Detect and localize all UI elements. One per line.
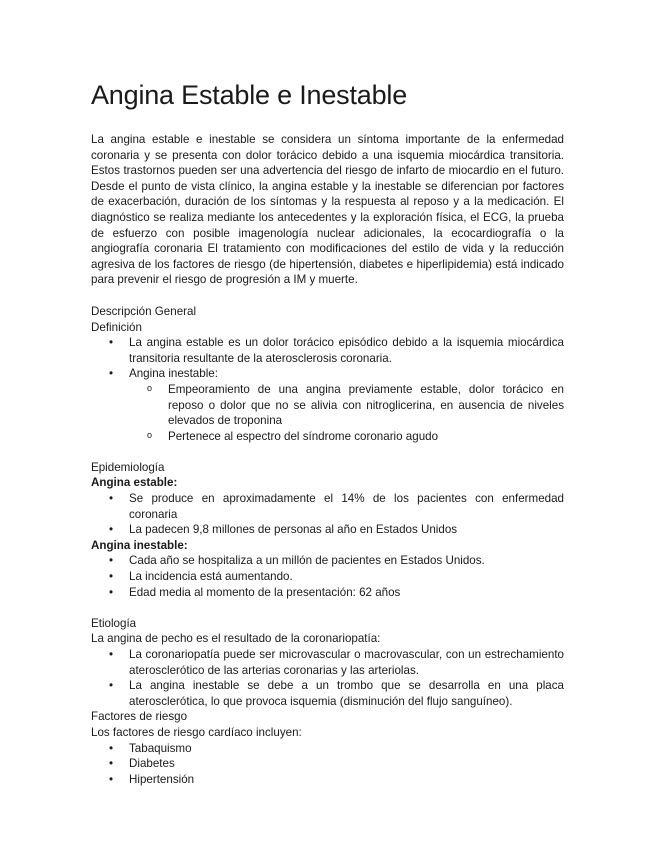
epi-stable-heading: Angina estable: [91,476,178,490]
list-item: • Se produce en aproximadamente el 14% de los pacientes con enfermedad coronaria [91,491,564,522]
etiology-list [91,647,564,709]
list-item: o Pertenece al espectro del síndrome coronario agudo [129,429,564,445]
list-item: • La angina estable es un dolor torácico episódico debido a la isquemia miocárdica transitoria resultante de la aterosclerosis coronaria. [91,335,564,366]
risk-intro: Los factores de riesgo cardíaco incluyen: [91,725,302,739]
list-item: • Cada año se hospitaliza a un millón de pacientes en Estados Unidos. [91,553,564,569]
epi-unstable-list [91,553,564,600]
list-item: • Tabaquismo [91,741,564,757]
epidemiology-heading: Epidemiología [91,460,165,474]
list-item: • La incidencia está aumentando. [91,569,564,585]
list-item: • La padecen 9,8 millones de personas al año en Estados Unidos [91,522,564,538]
etiology-intro: La angina de pecho es el resultado de la coronariopatía: [91,632,381,646]
etiology-heading: Etiología [91,616,137,630]
page-title: Angina Estable e Inestable [91,80,408,110]
list-item: o Empeoramiento de una angina previamente estable, dolor torácico en reposo o dolor que no se alivia con nitroglicerina, en ausencia de niveles elevados de troponina [129,382,564,429]
definition-heading: Definición [91,320,142,334]
list-item: • Diabetes [91,756,564,772]
epi-unstable-heading: Angina inestable: [91,538,188,552]
definition-list [91,335,564,444]
list-item [91,366,564,444]
unstable-sublist [129,382,564,444]
unstable-label: Angina inestable: [129,367,218,381]
epi-stable-list [91,491,564,538]
list-item: • Hipertensión [91,772,564,788]
risk-list [91,741,564,788]
intro-paragraph: La angina estable e inestable se considera un síntoma importante de la enfermedad coronaria y se presenta con dolor torácico debido a una isquemia miocárdica transitoria. Estos trastornos pueden ser una advertencia del riesgo de infarto de miocardio en el futuro. Desde el punto de vista clínico, la angina estable y la inestable se diferencian por factores de exacerbación, duración de los síntomas y la respuesta al reposo y a la medicación. El diagnóstico se realiza mediante los antecedentes y la exploración física, el ECG, la prueba de esfuerzo con posible imagenología nuclear adicionales, la ecocardiografía o la angiografía coronaria El tratamiento con modificaciones del estilo de vida y la reducción agresiva de los factores de riesgo (de hipertensión, diabetes e hiperlipidemia) está indicado para prevenir el riesgo de progresión a IM y muerte. [91,133,564,287]
list-item: • Edad media al momento de la presentación: 62 años [91,585,564,601]
overview-heading: Descripción General [91,304,197,318]
list-item: • La angina inestable se debe a un trombo que se desarrolla en una placa aterosclerótica, lo que provoca isquemia (disminución del flujo sanguíneo). [91,678,564,709]
document-page [91,78,564,787]
list-item: • La coronariopatía puede ser microvascular o macrovascular, con un estrechamiento aterosclerótico de las arterias coronarias y las arteriolas. [91,647,564,678]
risk-heading: Factores de riesgo [91,710,188,724]
